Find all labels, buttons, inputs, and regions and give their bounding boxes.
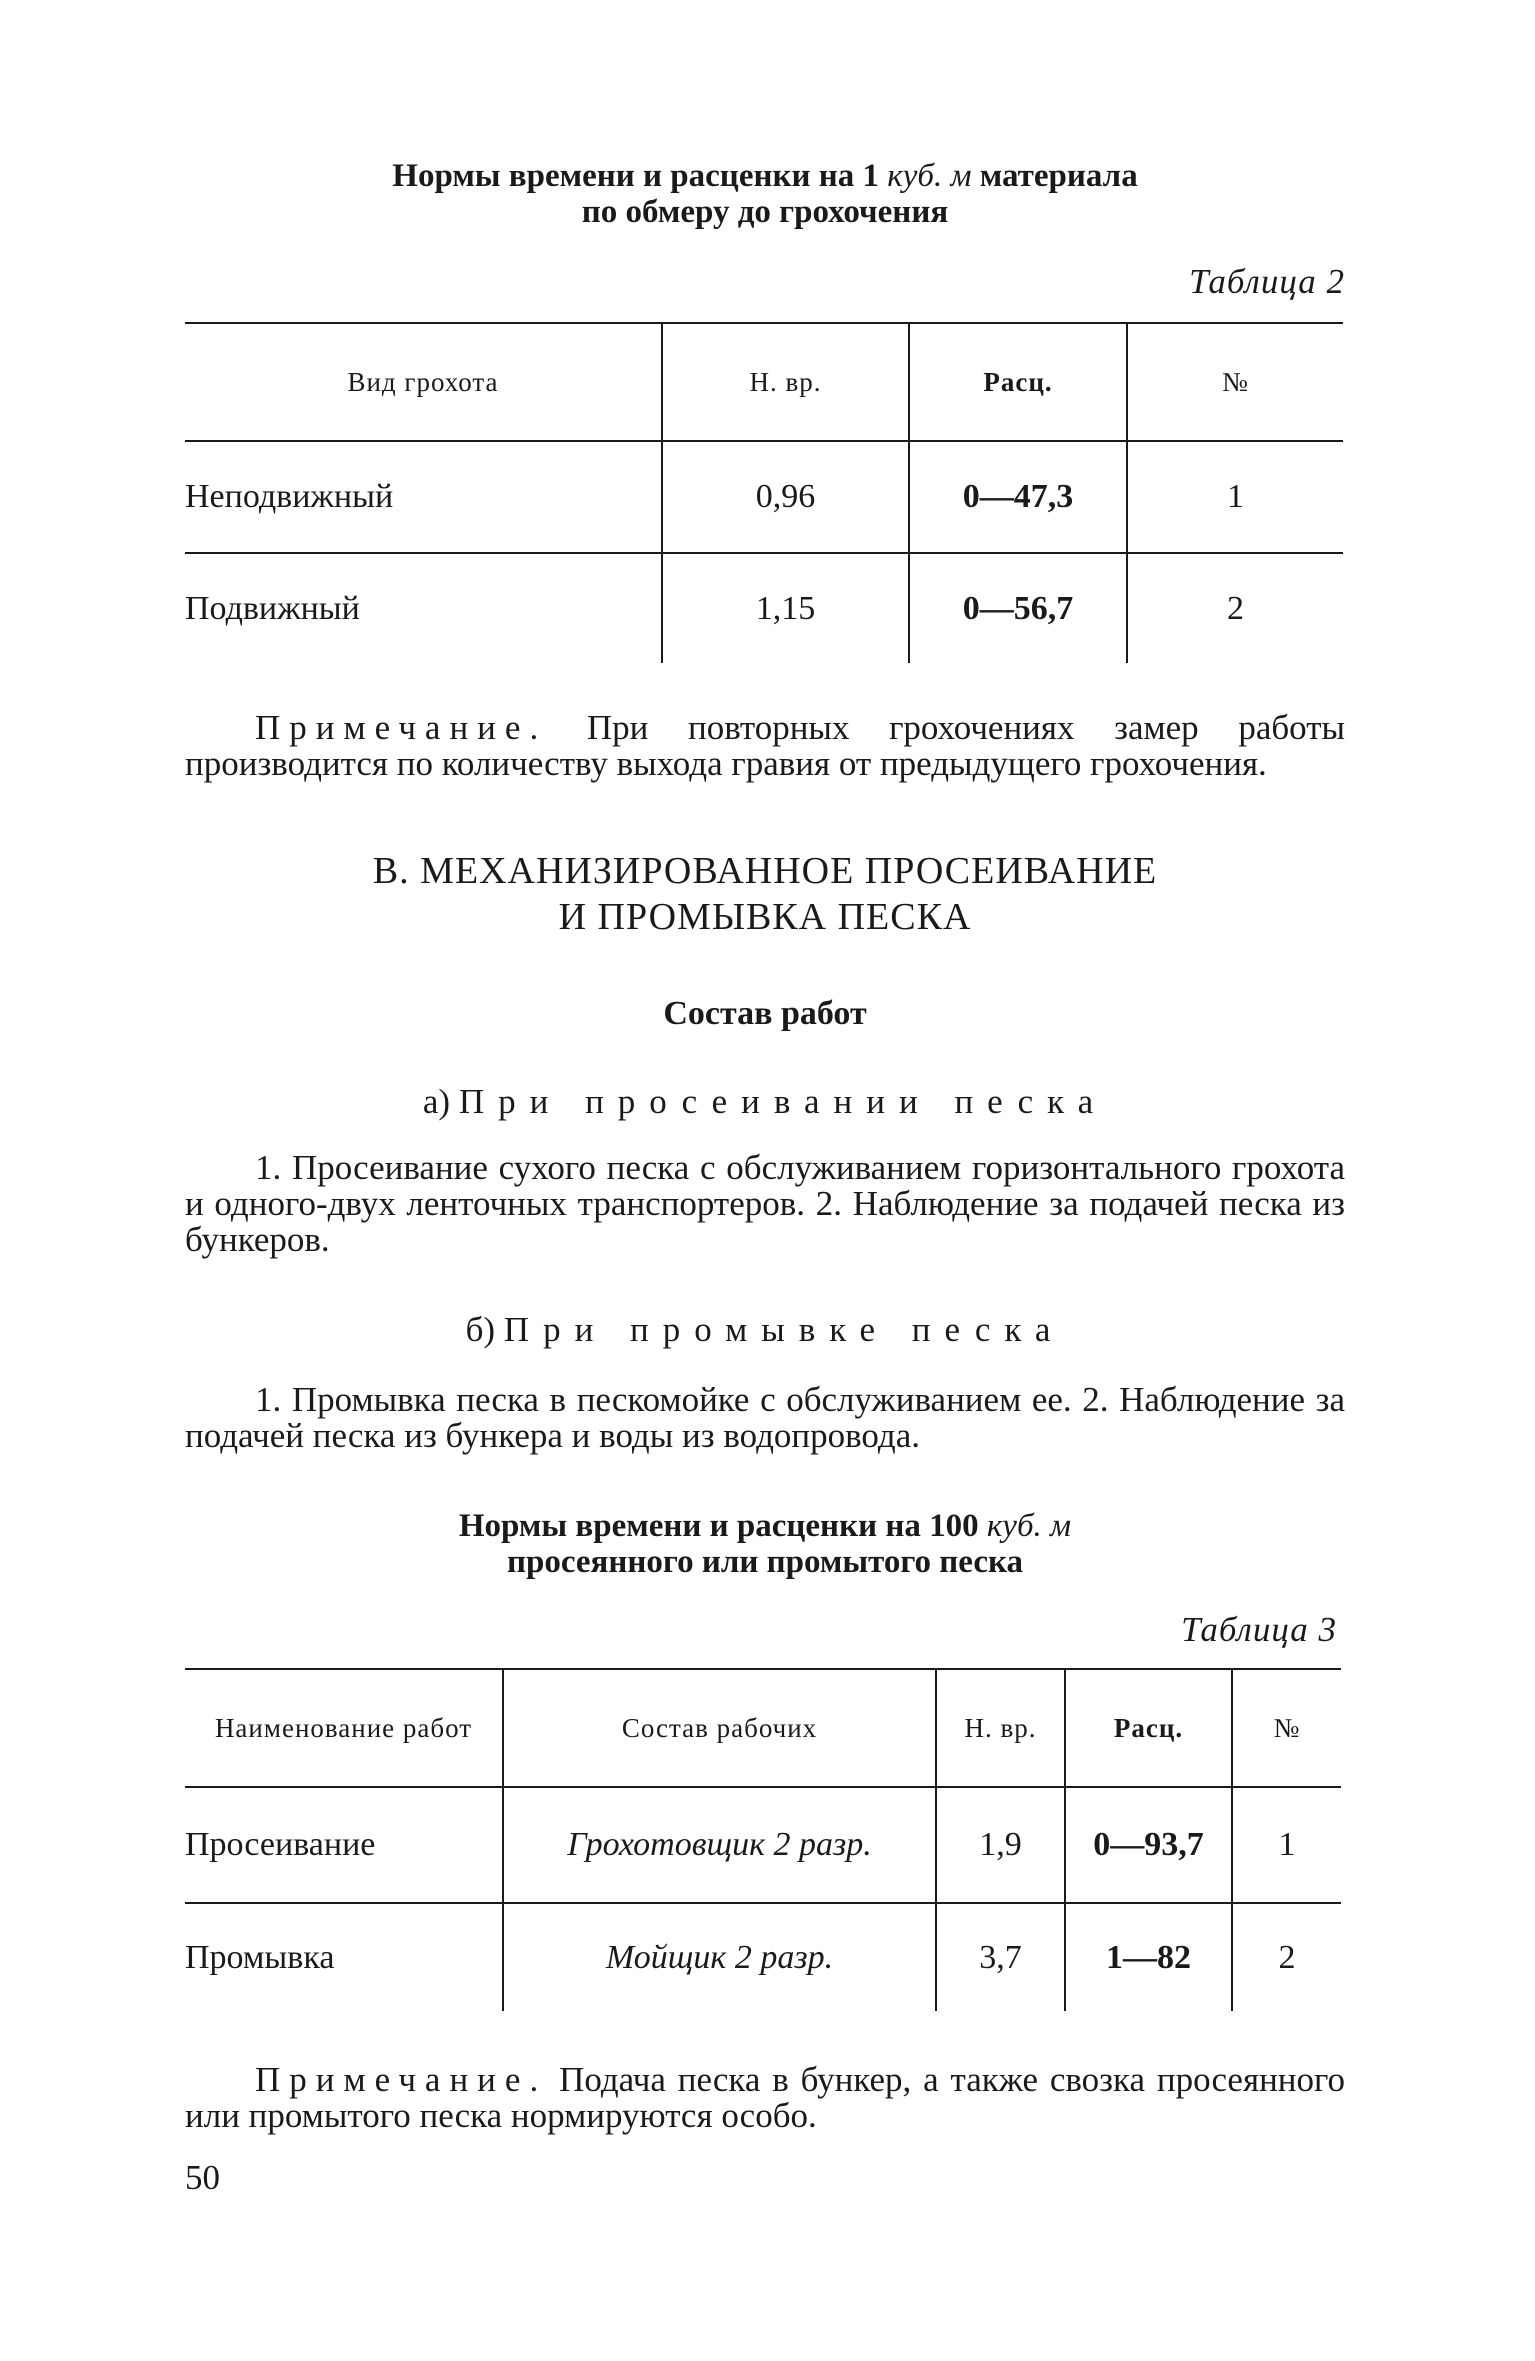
table3-header-work: Наименование работ — [185, 1669, 503, 1787]
paragraph-b — [185, 1382, 1345, 1454]
section-heading-line2: И ПРОМЫВКА ПЕСКА — [558, 896, 972, 938]
table3-note — [185, 2062, 1345, 2134]
table3-cell-rate: 1—82 — [1065, 1903, 1232, 2011]
table3-header-time: Н. вр. — [936, 1669, 1065, 1787]
table3-cell-time: 1,9 — [936, 1787, 1065, 1903]
table3-cell-time: 3,7 — [936, 1903, 1065, 2011]
table3-note-label: Примечание. — [255, 2060, 548, 2099]
table2-cell-time: 1,15 — [662, 553, 909, 663]
table2-caption-unit: куб. м — [887, 158, 972, 194]
subsection-a-text: При просеивании песка — [458, 1082, 1108, 1121]
table2-caption-text-end: материала — [979, 158, 1138, 194]
table2-caption — [185, 158, 1345, 230]
table2-cell-number: 1 — [1127, 441, 1343, 553]
table2-header-rate: Расц. — [909, 323, 1127, 441]
table2-cell-type: Неподвижный — [185, 441, 662, 553]
subsection-a-title — [185, 1082, 1345, 1122]
section-heading — [185, 848, 1345, 940]
table-row — [185, 1903, 1341, 2011]
paragraph-a-text: 1. Просеивание сухого песка с обслуживанием горизонтального грохота и одного-двух ленточных транспортеров. 2. Наблюдение за подачей песка из бункеров. — [185, 1148, 1345, 1259]
table2-caption-line2: по обмеру до грохочения — [581, 194, 949, 230]
table3-note-text: Подача песка в бункер, а также свозка просеянного или промытого песка нормируются особо. — [185, 2060, 1346, 2135]
table2-header-type: Вид грохота — [185, 323, 662, 441]
section-heading-line1: В. МЕХАНИЗИРОВАННОЕ ПРОСЕИВАНИЕ — [372, 850, 1158, 892]
table3-cell-work: Просеивание — [185, 1787, 503, 1903]
table-row — [185, 441, 1343, 553]
table3-header-rate: Расц. — [1065, 1669, 1232, 1787]
table-row — [185, 553, 1343, 663]
paragraph-a — [185, 1150, 1345, 1258]
paragraph-b-text: 1. Промывка песка в пескомойке с обслуживанием ее. 2. Наблюдение за подачей песка из бункера и воды из водопровода. — [185, 1380, 1345, 1455]
table2-label: Таблица 2 — [1189, 262, 1345, 301]
table2-header-row — [185, 323, 1343, 441]
table3-caption-line2: просеянного или промытого песка — [506, 1544, 1024, 1580]
table3-cell-crew: Мойщик 2 разр. — [503, 1903, 936, 2011]
table2-cell-rate: 0—56,7 — [909, 553, 1127, 663]
table2-note-label: Примечание. — [255, 708, 548, 747]
table2-note — [185, 710, 1345, 782]
table3-caption-text: Нормы времени и расценки на 100 — [458, 1508, 979, 1544]
subsection-b-text: При промывке песка — [503, 1310, 1065, 1349]
table2-cell-rate: 0—47,3 — [909, 441, 1127, 553]
table3-cell-crew: Грохотовщик 2 разр. — [503, 1787, 936, 1903]
table2-cell-number: 2 — [1127, 553, 1343, 663]
table3 — [185, 1668, 1341, 2011]
table3-cell-number: 2 — [1232, 1903, 1341, 2011]
table3-header-row — [185, 1669, 1341, 1787]
work-title: Состав работ — [663, 995, 867, 1032]
table-row — [185, 1787, 1341, 1903]
subsection-b-title — [185, 1310, 1345, 1350]
table3-caption-unit: куб. м — [986, 1508, 1072, 1544]
table3-cell-work: Промывка — [185, 1938, 335, 1976]
table2-note-text: При повторных грохочениях замер работы производится по количеству выхода гравия от предыдущего грохочения. — [185, 708, 1346, 783]
table3-label: Таблица 3 — [1181, 1610, 1337, 1649]
table2-cell-type: Подвижный — [185, 589, 360, 627]
table3-cell-rate: 0—93,7 — [1065, 1787, 1232, 1903]
table2-header-time: Н. вр. — [662, 323, 909, 441]
table3-cell-number: 1 — [1232, 1787, 1341, 1903]
table3-header-number: № — [1232, 1669, 1341, 1787]
table2-caption-text: Нормы времени и расценки на 1 — [392, 158, 880, 194]
table3-caption — [185, 1508, 1345, 1580]
table2-cell-time: 0,96 — [662, 441, 909, 553]
subsection-a-marker: а) — [422, 1082, 451, 1121]
page-number: 50 — [185, 2158, 220, 2197]
subsection-b-marker: б) — [465, 1310, 496, 1349]
table3-header-crew: Состав рабочих — [503, 1669, 936, 1787]
table2-header-number: № — [1127, 323, 1343, 441]
table2 — [185, 322, 1343, 663]
